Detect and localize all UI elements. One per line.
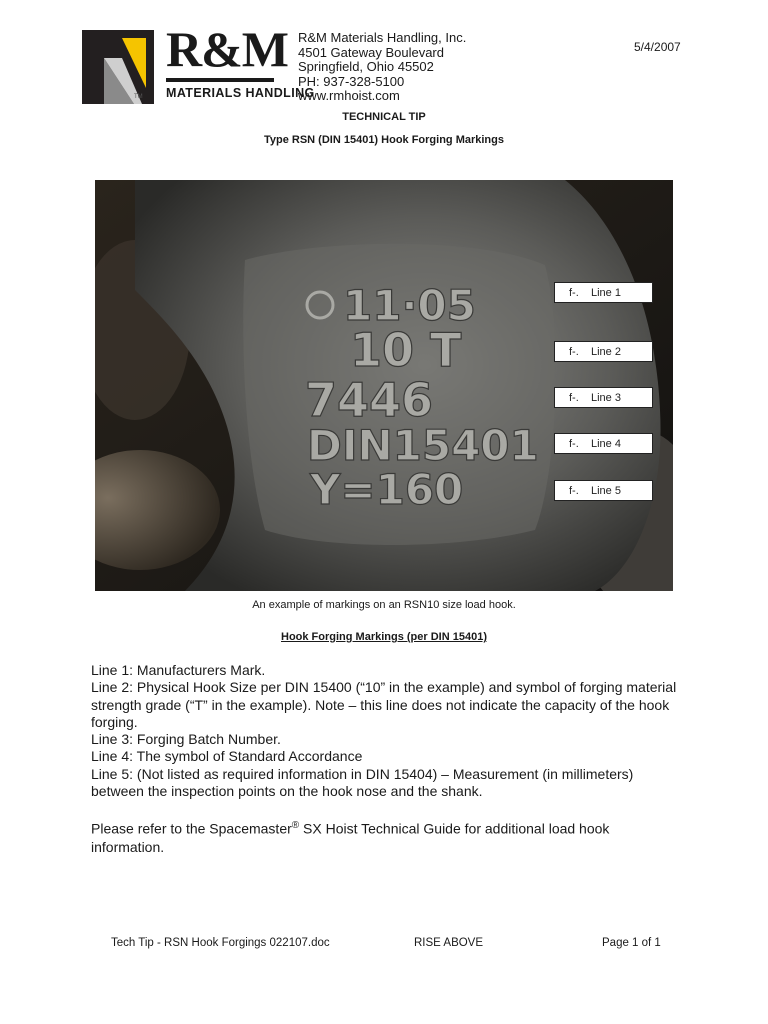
callout-line-5 [554,480,653,501]
callout-prefix: f-. [569,392,579,404]
markings-description [91,662,681,800]
reference-note [91,817,681,856]
company-address [298,31,466,104]
callout-line-2 [554,341,653,362]
marking-line-5: Y=160 [310,465,464,514]
callout-line-4 [554,433,653,454]
section-heading: Hook Forging Markings (per DIN 15401) [281,631,487,643]
callout-prefix: f-. [569,438,579,450]
city-state-zip: Springfield, Ohio 45502 [298,59,434,74]
document-title: TECHNICAL TIP [342,111,426,123]
registered-mark: ® [291,820,300,831]
callout-label: Line 4 [591,438,621,450]
trademark-mark: TM [134,94,143,100]
photo-caption: An example of markings on an RSN10 size load hook. [252,599,516,611]
marking-line-1: 11·05 [343,281,476,330]
hook-photo [95,180,673,591]
marking-line-3: 7446 [305,373,434,427]
callout-prefix: f-. [569,346,579,358]
logo-divider [166,78,274,82]
reference-text-end: SX Hoist Technical Guide for additional load hook information. [91,820,610,855]
logo-wordmark: R&M [166,21,288,77]
callout-label: Line 5 [591,485,621,497]
website-link[interactable]: www.rmhoist.com [298,88,400,103]
company-logo [82,21,315,106]
callout-line-3 [554,387,653,408]
street-address: 4501 Gateway Boulevard [298,44,444,60]
footer-page-number: Page 1 of 1 [602,937,661,949]
line-description: Line 2: Physical Hook Size per DIN 15400 (“10” in the example) and symbol of forging material strength grade (“T” in the example). Note – this line does not indicate the capacity of the hook forging. [91,679,677,730]
phone-number: PH: 937-328-5100 [298,73,405,89]
marking-line-2: 10 T [350,323,462,377]
callout-label: Line 2 [591,346,621,358]
reference-text-start: Please refer to the Spacemaster [91,820,292,837]
company-name: R&M Materials Handling, Inc. [298,30,467,45]
hook-forging-image [95,180,673,591]
callout-prefix: f-. [569,485,579,497]
line-description: Line 1: Manufacturers Mark. [91,662,266,678]
line-description: Line 4: The symbol of Standard Accordance [91,748,363,765]
document-subtitle: Type RSN (DIN 15401) Hook Forging Markings [263,134,504,146]
footer-filename: Tech Tip - RSN Hook Forgings 022107.doc [111,937,330,949]
callout-prefix: f-. [569,287,579,299]
document-date: 5/4/2007 [634,40,681,54]
line-description: Line 3: Forging Batch Number. [91,731,281,748]
callout-line-1 [554,282,653,303]
callout-label: Line 3 [591,392,621,404]
logo-mark-icon [82,30,154,104]
line-description: Line 5: (Not listed as required information in DIN 15404) – Measurement (in millimeters) between the inspection points on the hook nose and the shank. [91,765,634,800]
callout-label: Line 1 [591,287,621,299]
footer-slogan: RISE ABOVE [414,937,484,949]
logo-tagline: MATERIALS HANDLING [166,86,315,100]
marking-line-4: DIN15401 [307,421,539,470]
